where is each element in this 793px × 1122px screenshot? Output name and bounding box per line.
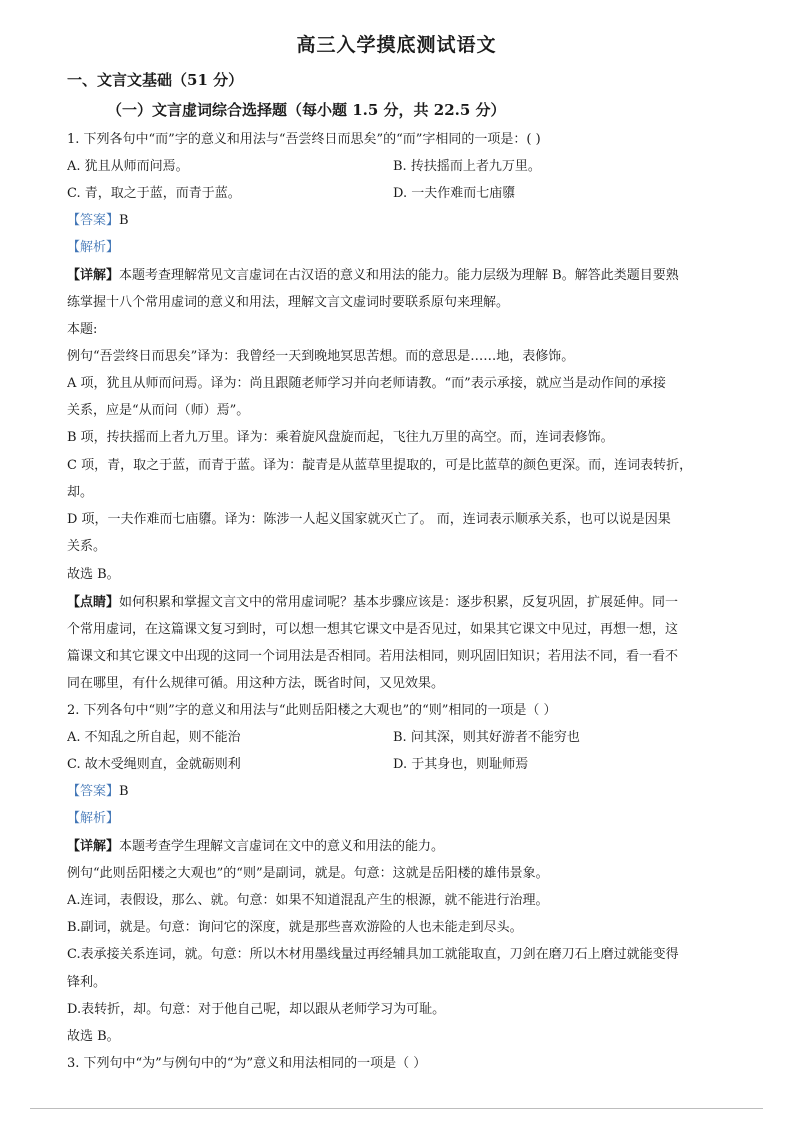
question-2-analysis-c-cont: 锋利。 [67, 975, 107, 990]
question-1-analysis-b: B 项，抟扶摇而上者九万里。译为：乘着旋风盘旋而起，飞往九万里的高空。而，连词表修饰。 [67, 430, 614, 445]
detail-text: 本题考查理解常见文言虚词在古汉语的意义和用法的能力。能力层级为理解 B。解答此类题目要熟 [119, 268, 679, 283]
question-1-option-d: D. 一夫作难而七庙隳 [393, 186, 516, 201]
question-3-stem: 3. 下列句中“为”与例句中的“为”意义和用法相同的一项是（ ） [67, 1056, 427, 1071]
question-1-analysis-label: 【解析】 [67, 240, 120, 255]
question-1-benti: 本题: [67, 322, 98, 337]
tip-label: 【点睛】 [67, 595, 120, 610]
detail-label: 【详解】 [67, 268, 120, 283]
question-2-analysis-c: C.表承接关系连词，就。句意：所以木材用墨线量过再经辅具加工就能取直，刀剑在磨刀石上磨过就能变得 [67, 947, 679, 962]
question-2-example: 例句“此则岳阳楼之大观也”的“则”是副词，就是。句意：这就是岳阳楼的雄伟景象。 [67, 866, 549, 881]
question-1-tip-line-2: 个常用虚词，在这篇课文复习到时，可以想一想其它课文中是否见过，如果其它课文中见过，再想一想，这 [67, 622, 679, 637]
answer-value: B [119, 784, 129, 799]
question-1-analysis-c-cont: 却。 [67, 485, 94, 500]
question-1-answer [67, 212, 739, 230]
question-2-stem: 2. 下列各句中“则”字的意义和用法与“此则岳阳楼之大观也”的“则”相同的一项是（ ） [67, 703, 557, 718]
question-2-analysis-label: 【解析】 [67, 811, 120, 826]
question-1-detail [67, 267, 739, 285]
question-1-option-b: B. 抟扶摇而上者九万里。 [393, 159, 541, 174]
question-1-option-a: A. 犹且从师而问焉。 [67, 159, 189, 174]
question-1-analysis-d: D 项，一夫作难而七庙隳。译为：陈涉一人起义国家就灭亡了。 而，连词表示顺承关系，也可以说是因果 [67, 512, 671, 527]
question-1-analysis-a: A 项，犹且从师而问焉。译为：尚且跟随老师学习并向老师请教。“而”表示承接，就应当是动作间的承接 [67, 376, 666, 391]
question-2-answer [67, 783, 739, 801]
detail-text: 本题考查学生理解文言虚词在文中的意义和用法的能力。 [119, 839, 445, 854]
question-2-option-d: D. 于其身也，则耻师焉 [393, 757, 529, 772]
question-2-detail [67, 838, 739, 856]
answer-label: 【答案】 [67, 784, 120, 799]
question-1-tip [67, 594, 739, 612]
page-bottom-divider [30, 1108, 763, 1109]
question-1-analysis-d-cont: 关系。 [67, 539, 107, 554]
section-heading: 一、文言文基础（51 分） [67, 71, 244, 89]
page-title: 高三入学摸底测试语文 [296, 34, 497, 56]
answer-value: B [119, 213, 129, 228]
question-2-option-a: A. 不知乱之所自起，则不能治 [67, 730, 241, 745]
question-2-analysis-a: A.连词，表假设，那么、就。句意：如果不知道混乱产生的根源，就不能进行治理。 [67, 893, 549, 908]
question-1-detail-cont: 练掌握十八个常用虚词的意义和用法，理解文言文虚词时要联系原句来理解。 [67, 295, 510, 310]
question-1-option-c: C. 青，取之于蓝，而青于蓝。 [67, 186, 241, 201]
detail-label: 【详解】 [67, 839, 120, 854]
question-1-analysis-a-cont: 关系，应是“从而问（师）焉”。 [67, 403, 250, 418]
question-2-conclusion: 故选 B。 [67, 1029, 120, 1044]
question-1-tip-line-4: 同在哪里，有什么规律可循。用这种方法，既省时间，又见效果。 [67, 676, 445, 691]
question-2-option-c: C. 故木受绳则直，金就砺则利 [67, 757, 241, 772]
question-1-stem: 1. 下列各句中“而”字的意义和用法与“吾尝终日而思矣”的“而”字相同的一项是：( ) [67, 132, 541, 147]
question-1-analysis-c: C 项，青，取之于蓝，而青于蓝。译为：靛青是从蓝草里提取的，可是比蓝草的颜色更深。而，连词表转折， [67, 458, 693, 473]
answer-label: 【答案】 [67, 213, 120, 228]
question-1-example: 例句“吾尝终日而思矣”译为：我曾经一天到晚地冥思苦想。而的意思是……地，表修饰。 [67, 349, 575, 364]
question-2-analysis-b: B.副词，就是。句意：询问它的深度，就是那些喜欢游险的人也未能走到尽头。 [67, 920, 523, 935]
question-2-analysis-d: D.表转折，却。句意：对于他自己呢，却以跟从老师学习为可耻。 [67, 1002, 446, 1017]
question-1-tip-line-3: 篇课文和其它课文中出现的这同一个词用法是否相同。若用法相同，则巩固旧知识；若用法不同，看一看不 [67, 649, 679, 664]
tip-text: 如何积累和掌握文言文中的常用虚词呢？基本步骤应该是：逐步积累，反复巩固，扩展延伸。同一 [119, 595, 679, 610]
subsection-heading: （一）文言虚词综合选择题（每小题 1.5 分，共 22.5 分） [107, 101, 506, 119]
question-1-conclusion: 故选 B。 [67, 567, 120, 582]
question-2-option-b: B. 问其深，则其好游者不能穷也 [393, 730, 580, 745]
